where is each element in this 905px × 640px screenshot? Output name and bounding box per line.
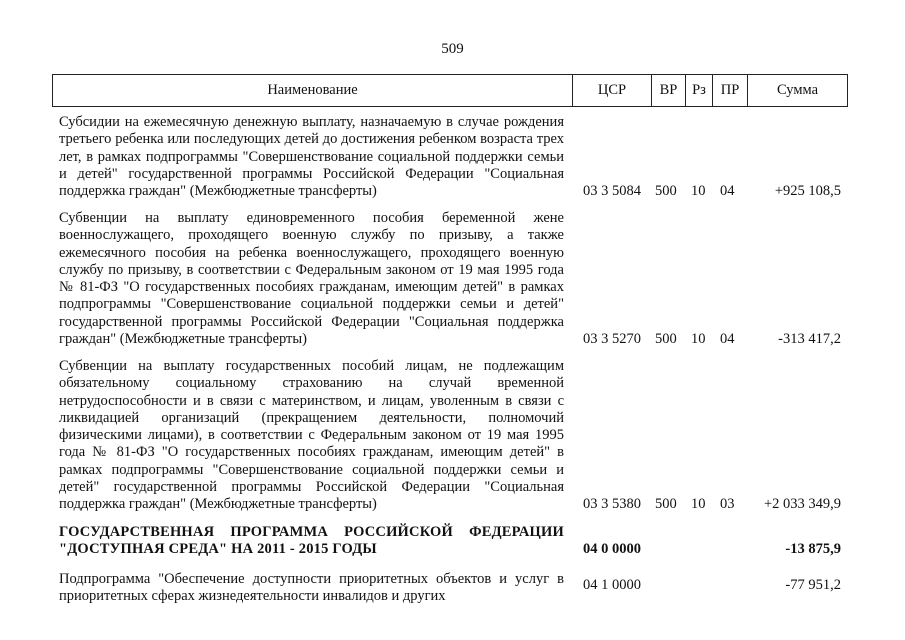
row-vr: 500 — [655, 331, 677, 348]
row-rz: 10 — [691, 183, 706, 200]
row-csr: 03 3 5380 — [583, 496, 641, 513]
row-vr: 500 — [655, 183, 677, 200]
header-sum: Сумма — [776, 82, 819, 98]
row-csr: 03 3 5084 — [583, 183, 641, 200]
header-pr: ПР — [713, 75, 748, 106]
header-rz: Рз — [686, 75, 713, 106]
row-pr: 04 — [720, 183, 735, 200]
row-sum: +2 033 349,9 — [763, 496, 841, 513]
table-row-program — [59, 524, 845, 559]
row-name: Субвенции на выплату единовременного пособия беременной жене военнослужащего, проходящего военную службу по призыву, а также ежемесячного пособия на ребенка военнослужащего, проходящего военную службу по призыву, в соответствии с Федеральным законом от 19 мая 1995 года № 81-ФЗ "О государственных пособиях гражданам, имеющим детей" в рамках подпрограммы "Совершенствование социальной поддержки семьи и детей" государственной программы Российской Федерации "Социальная поддержка граждан" (Межбюджетные трансферты) — [59, 210, 564, 348]
row-sum: -77 951,2 — [785, 577, 841, 593]
header-name: Наименование — [53, 75, 573, 106]
row-csr: 03 3 5270 — [583, 331, 641, 348]
page-number: 509 — [441, 41, 464, 57]
row-name: Подпрограмма "Обеспечение доступности приоритетных объектов и услуг в приоритетных сферах жизнедеятельности инвалидов и других — [59, 571, 564, 605]
row-csr: 04 0 0000 — [583, 541, 641, 558]
header-csr: ЦСР — [573, 75, 652, 106]
header-vr: ВР — [652, 75, 686, 106]
table-header — [52, 74, 848, 107]
row-sum: -13 875,9 — [785, 541, 841, 558]
row-sum: -313 417,2 — [778, 331, 841, 348]
row-name: ГОСУДАРСТВЕННАЯ ПРОГРАММА РОССИЙСКОЙ ФЕДЕРАЦИИ "ДОСТУПНАЯ СРЕДА" НА 2011 - 2015 ГОДЫ — [59, 524, 564, 558]
row-pr: 03 — [720, 496, 735, 513]
row-vr: 500 — [655, 496, 677, 513]
row-rz: 10 — [691, 496, 706, 513]
row-name: Субсидии на ежемесячную денежную выплату, назначаемую в случае рождения третьего ребенка или последующих детей до достижения ребенком возраста трех лет, в рамках подпрограммы "Совершенствование социальной поддержки семьи и детей" государственной программы Российской Федерации "Социальная поддержка граждан" (Межбюджетные трансферты) — [59, 114, 564, 200]
row-pr: 04 — [720, 331, 735, 348]
table-row — [59, 358, 845, 514]
row-csr: 04 1 0000 — [583, 577, 641, 593]
table-row — [59, 210, 845, 348]
row-name: Субвенции на выплату государственных пособий лицам, не подлежащим обязательному социальному страхованию на случай временной нетрудоспособности и в связи с материнством, и лицам, уволенным в связи с ликвидацией организаций (прекращением деятельности, полномочий физическими лицами), в соответствии с Федеральным законом от 19 мая 1995 года № 81-ФЗ "О государственных пособиях гражданам, имеющим детей" в рамках подпрограммы "Совершенствование социальной поддержки семьи и детей" государственной программы Российской Федерации "Социальная поддержка граждан" (Межбюджетные трансферты) — [59, 358, 564, 513]
table-row — [59, 571, 845, 607]
row-rz: 10 — [691, 331, 706, 348]
row-sum: +925 108,5 — [774, 183, 841, 200]
table-row — [59, 114, 845, 200]
